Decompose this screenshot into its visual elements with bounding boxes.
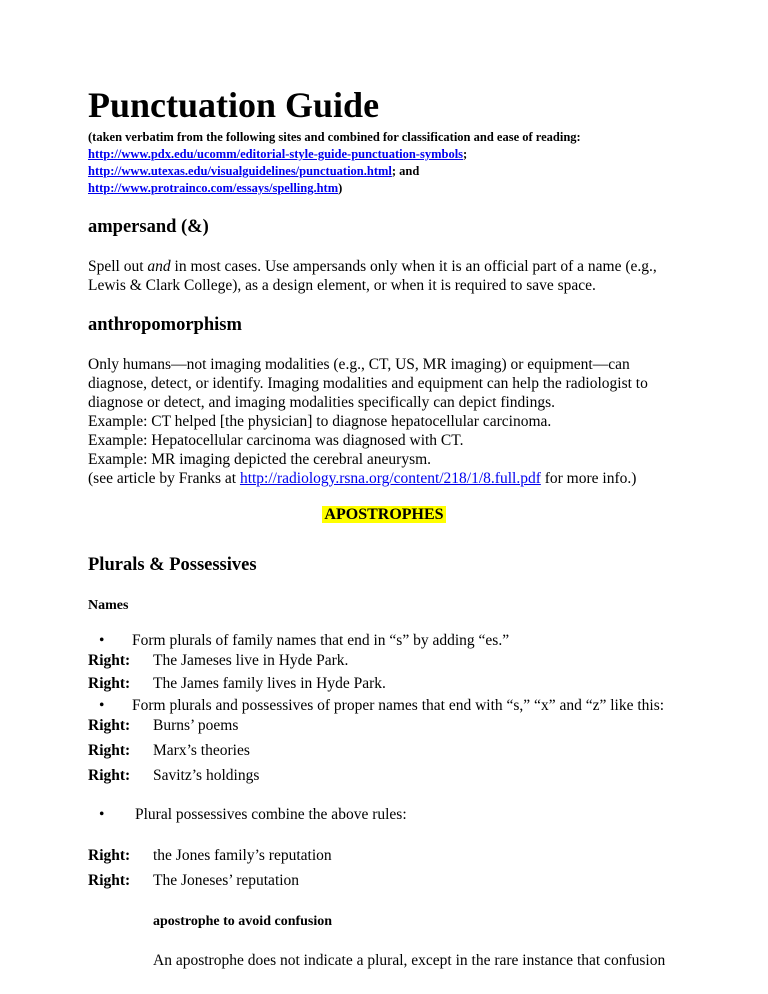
source-line-3: http://www.protrainco.com/essays/spelling.htm) [88, 181, 343, 195]
bullet-text: Form plurals of family names that end in “s” by adding “es.” [132, 632, 510, 649]
confusion-heading: apostrophe to avoid confusion [153, 914, 333, 929]
names-heading: Names [88, 598, 129, 613]
source-link-pdx[interactable]: http://www.pdx.edu/ucomm/editorial-style-guide-punctuation-symbols [88, 147, 464, 161]
source-link-utexas[interactable]: http://www.utexas.edu/visualguidelines/punctuation.html [88, 164, 392, 178]
confusion-text: An apostrophe does not indicate a plural, except in the rare instance that confusion [153, 952, 666, 969]
bullet-text: Plural possessives combine the above rules: [135, 806, 407, 823]
right-label: Right: [88, 767, 131, 784]
anthro-line: diagnose or detect, and imaging modalities specifically can depict findings. [88, 394, 556, 411]
anthro-reference: (see article by Franks at http://radiology.rsna.org/content/218/1/8.full.pdf for more info.) [88, 470, 637, 487]
ampersand-line-2: Lewis & Clark College), as a design element, or when it is required to save space. [88, 277, 596, 294]
example-text: the Jones family’s reputation [153, 847, 332, 864]
source-line-2: http://www.utexas.edu/visualguidelines/punctuation.html; and [88, 164, 420, 178]
right-label: Right: [88, 652, 131, 669]
example-text: Marx’s theories [153, 742, 250, 759]
right-label: Right: [88, 675, 131, 692]
page-title: Punctuation Guide [88, 85, 380, 125]
example-text: The Jameses live in Hyde Park. [153, 652, 349, 669]
right-label: Right: [88, 872, 131, 889]
example-text: Savitz’s holdings [153, 767, 260, 784]
example-text: Burns’ poems [153, 717, 239, 734]
anthro-example: Example: MR imaging depicted the cerebral aneurysm. [88, 451, 432, 468]
bullet-icon: • [99, 697, 105, 714]
apostrophes-heading: APOSTROPHES [324, 506, 444, 523]
example-text: The James family lives in Hyde Park. [153, 675, 386, 692]
anthro-line: Only humans—not imaging modalities (e.g., CT, US, MR imaging) or equipment—can [88, 356, 630, 373]
right-label: Right: [88, 742, 131, 759]
source-link-protrainco[interactable]: http://www.protrainco.com/essays/spelling.htm [88, 181, 339, 195]
example-text: The Joneses’ reputation [153, 872, 300, 889]
ampersand-heading: ampersand (&) [88, 217, 209, 237]
ampersand-line-1: Spell out and in most cases. Use ampersands only when it is an official part of a name (e.g., [88, 258, 657, 275]
source-line-1: http://www.pdx.edu/ucomm/editorial-style-guide-punctuation-symbols; [88, 147, 468, 161]
plurals-possessives-heading: Plurals & Possessives [88, 555, 257, 575]
anthro-example: Example: CT helped [the physician] to diagnose hepatocellular carcinoma. [88, 413, 552, 430]
source-intro: (taken verbatim from the following sites and combined for classification and ease of reading: [88, 130, 581, 144]
right-label: Right: [88, 847, 131, 864]
franks-article-link[interactable]: http://radiology.rsna.org/content/218/1/8.full.pdf [239, 470, 541, 487]
bullet-icon: • [99, 806, 105, 823]
bullet-icon: • [99, 632, 105, 649]
anthro-example: Example: Hepatocellular carcinoma was diagnosed with CT. [88, 432, 464, 449]
bullet-text: Form plurals and possessives of proper names that end with “s,” “x” and “z” like this: [132, 697, 665, 714]
anthropomorphism-heading: anthropomorphism [88, 315, 242, 335]
right-label: Right: [88, 717, 131, 734]
anthro-line: diagnose, detect, or identify. Imaging modalities and equipment can help the radiologist to [88, 375, 648, 392]
